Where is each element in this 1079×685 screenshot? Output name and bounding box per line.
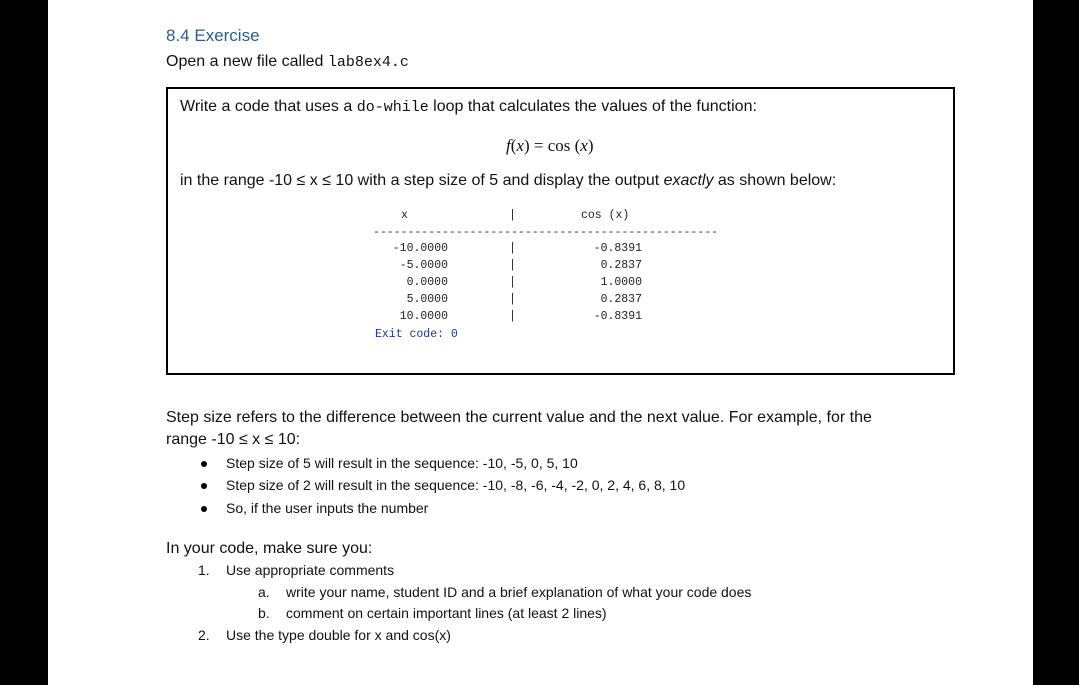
list-item: Use appropriate comments [226,562,395,578]
do-while-code: do-while [356,99,429,116]
exit-code-line: Exit code: 0 [375,328,458,341]
box-line-2-a: in the range -10 ≤ x ≤ 10 with a step size of 5 and display the output [180,172,664,189]
row-x: 0.0000 [406,276,448,289]
row-cos: 0.2837 [600,293,642,306]
box-line-2 [180,172,836,190]
output-header-sep: | [509,209,516,222]
row-sep: | [509,310,516,323]
row-sep: | [509,259,516,272]
list-number: 1. [198,562,210,578]
row-cos: 1.0000 [600,276,642,289]
section-heading: 8.4 Exercise [166,26,260,45]
output-header-x: x [401,209,408,222]
output-dashes: -------------------------------------------------- [373,226,719,239]
row-x: -5.0000 [399,259,448,272]
sublist-item: write your name, student ID and a brief explanation of what your code does [286,584,752,600]
sublist-letter: b. [258,605,270,621]
formula: f(x) = cos (x) [506,136,594,155]
sublist-item: comment on certain important lines (at least 2 lines) [286,605,607,621]
paragraph-2: In your code, make sure you: [166,540,373,557]
bullet-item: Step size of 2 will result in the sequence: -10, -8, -6, -4, -2, 0, 2, 4, 6, 8, 10 [226,477,686,493]
paragraph-1-line-2: range -10 ≤ x ≤ 10: [166,431,301,448]
row-sep: | [509,242,516,255]
bullet-item: So, if the user inputs the number [226,500,429,516]
bullet-icon [201,461,207,467]
row-sep: | [509,293,516,306]
box-line-1-a: Write a code that uses a [180,98,357,115]
exercise-box [166,87,955,375]
box-line-1-b: loop that calculates the values of the function: [428,98,757,115]
document-page [48,0,1033,685]
subtitle-prefix: Open a new file called [166,53,328,70]
box-line-2-b: as shown below: [713,172,837,189]
row-cos: -0.8391 [593,242,642,255]
row-cos: -0.8391 [593,310,642,323]
row-x: 10.0000 [399,310,448,323]
bullet-icon [201,506,207,512]
subtitle-line [166,53,409,71]
output-header-cos: cos (x) [581,209,630,222]
box-line-2-em: exactly [663,172,714,189]
list-number: 2. [198,627,210,643]
list-item: Use the type double for x and cos(x) [226,627,451,643]
row-sep: | [509,276,516,289]
file-name: lab8ex4.c [327,54,409,71]
row-cos: 0.2837 [600,259,642,272]
bullet-icon [201,483,207,489]
bullet-item: Step size of 5 will result in the sequence: -10, -5, 0, 5, 10 [226,455,578,471]
paragraph-1-line-1: Step size refers to the difference between the current value and the next value. For example, for the [166,409,872,426]
row-x: -10.0000 [392,242,448,255]
box-line-1 [180,98,757,116]
sublist-letter: a. [258,584,270,600]
row-x: 5.0000 [406,293,448,306]
